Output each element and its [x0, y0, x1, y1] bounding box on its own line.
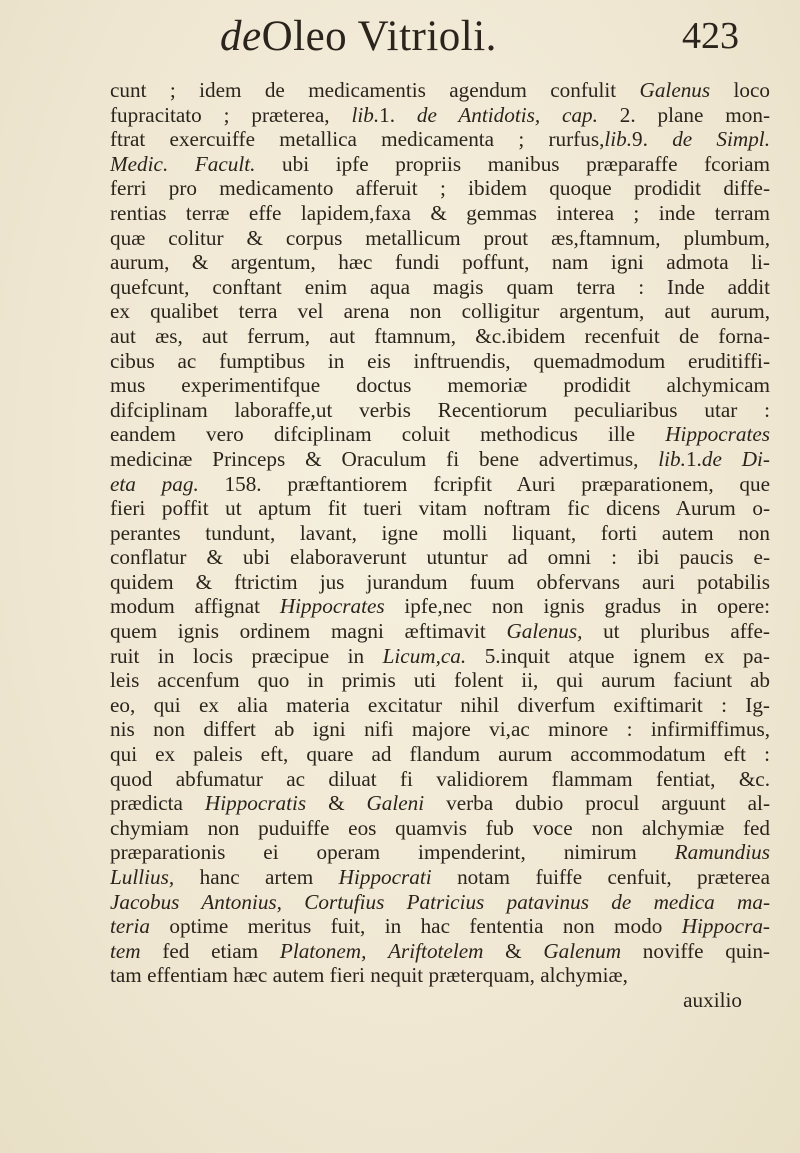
- text-segment: fed etiam: [140, 938, 280, 963]
- text-segment: medicinæ Princeps & Oraculum fi bene advertimus,: [110, 446, 659, 471]
- italic-text-segment: cap.: [562, 102, 598, 127]
- text-line: [110, 914, 770, 939]
- text-segment: leis accenfum quo in primis uti folent ii, qui aurum faciunt ab: [110, 668, 770, 693]
- text-line: [110, 521, 770, 546]
- text-line: [110, 103, 770, 128]
- text-segment: chymiam non puduiffe eos quamvis fub voce non alchymiæ fed: [110, 815, 770, 840]
- italic-text-segment: tem: [110, 938, 141, 963]
- italic-text-segment: Ariftotelem: [388, 938, 484, 963]
- text-line: [110, 127, 770, 152]
- running-title-de: de: [220, 13, 262, 60]
- text-segment: ubi ipfe propriis manibus præparaffe fcoriam: [255, 151, 770, 176]
- text-segment: fupracitato ; præterea,: [110, 102, 352, 127]
- text-line: [110, 176, 770, 201]
- text-segment: ferri pro medicamento afferuit ; ibidem quoque prodidit diffe-: [110, 176, 770, 201]
- italic-text-segment: Hippocra-: [681, 914, 770, 939]
- text-segment: fieri poffit ut aptum fit tueri vitam noftram fic dicens Aurum o-: [110, 496, 770, 521]
- body-text: [110, 78, 770, 1013]
- italic-text-segment: Galenum: [543, 938, 622, 963]
- text-segment: perantes tundunt, lavant, igne molli liquant, forti autem non: [110, 520, 770, 545]
- text-segment: 9.: [632, 127, 673, 152]
- text-segment: 1.: [379, 102, 417, 127]
- text-line: [110, 447, 770, 472]
- text-segment: ipfe,nec non ignis gradus in opere:: [384, 594, 770, 619]
- text-line: [110, 840, 770, 865]
- text-segment: hanc artem: [174, 865, 339, 889]
- page-number: 423: [682, 15, 739, 57]
- italic-text-segment: Jacobus Antonius, Cortufius Patricius patavinus de medica ma-: [110, 889, 770, 914]
- text-segment: rentias terræ effe lapidem,faxa & gemmas interea ; inde terram: [110, 200, 770, 225]
- text-segment: 158. præftantiorem fcripfit Auri præparationem, que: [198, 471, 770, 496]
- italic-text-segment: Licum,ca.: [382, 643, 467, 668]
- text-line: [110, 791, 770, 816]
- italic-text-segment: lib.: [658, 446, 686, 471]
- text-line: [110, 472, 770, 497]
- text-segment: 5.inquit atque ignem ex pa-: [466, 643, 770, 668]
- text-line: [110, 939, 770, 964]
- text-segment: 1.: [685, 446, 702, 471]
- text-segment: quem ignis ordinem magni æftimavit: [110, 619, 507, 644]
- text-line: [110, 644, 770, 669]
- text-line: [110, 693, 770, 718]
- italic-text-segment: Galenus,: [506, 619, 583, 644]
- text-segment: præparationis ei operam impenderint, nimirum: [110, 840, 675, 865]
- text-segment: eandem vero difciplinam coluit methodicus ille: [110, 422, 666, 447]
- text-line: [110, 250, 770, 275]
- text-segment: ruit in locis præcipue in: [110, 643, 383, 668]
- text-line: [110, 570, 770, 595]
- text-segment: loco: [710, 78, 770, 102]
- text-segment: nis non differt ab igni nifi majore vi,ac minore : infirmiffimus,: [110, 717, 770, 742]
- text-segment: aut æs, aut ferrum, aut ftamnum, &c.ibidem recenfuit de forna-: [110, 323, 770, 348]
- text-line: [110, 963, 770, 988]
- text-line: [110, 152, 770, 177]
- italic-text-segment: Platonem,: [279, 938, 367, 963]
- running-title-rest: Oleo Vitrioli.: [261, 13, 497, 60]
- text-segment: [540, 103, 562, 127]
- text-segment: ut pluribus affe-: [582, 619, 770, 644]
- italic-text-segment: lib.: [351, 102, 380, 127]
- text-line: [110, 545, 770, 570]
- text-line: [110, 816, 770, 841]
- italic-text-segment: Galenus: [639, 78, 711, 102]
- text-segment: ftrat exercuiffe metallica medicamenta ; rurfus,: [110, 127, 605, 152]
- text-line: [110, 201, 770, 226]
- text-segment: [366, 939, 388, 963]
- text-line: [110, 226, 770, 251]
- text-segment: quæ colitur & corpus metallicum prout æs,ftamnum, plumbum,: [110, 225, 770, 250]
- page-header: [0, 12, 800, 72]
- text-line: [110, 668, 770, 693]
- text-segment: 2. plane mon-: [597, 102, 770, 127]
- italic-text-segment: Hippocrates: [665, 422, 770, 447]
- text-segment: &: [306, 791, 367, 816]
- italic-text-segment: Hippocratis: [204, 791, 307, 816]
- text-segment: quod abfumatur ac diluat fi validiorem flammam fentiat, &c.: [110, 766, 770, 791]
- text-line: [110, 422, 770, 447]
- text-segment: difciplinam laboraffe,ut verbis Recentiorum peculiaribus utar :: [110, 397, 770, 422]
- text-segment: &: [483, 938, 544, 963]
- text-line: [110, 767, 770, 792]
- text-line: [110, 619, 770, 644]
- italic-text-segment: teria: [110, 914, 151, 939]
- italic-text-segment: Hippocrati: [338, 865, 432, 889]
- text-line: [110, 594, 770, 619]
- text-segment: ex qualibet terra vel arena non colligitur argentum, aut aurum,: [110, 299, 770, 324]
- text-line: [110, 349, 770, 374]
- text-segment: qui ex paleis eft, quare ad flandum aurum accommodatum eft :: [110, 742, 770, 767]
- text-line: [110, 373, 770, 398]
- catchword: auxilio: [683, 987, 742, 1012]
- text-segment: cibus ac fumptibus in eis inftruendis, quemadmodum eruditiffi-: [110, 348, 770, 373]
- text-segment: quefcunt, conftant enim aqua magis quam terra : Inde addit: [110, 274, 770, 299]
- text-line: [110, 890, 770, 915]
- text-segment: noviffe quin-: [621, 938, 770, 963]
- text-segment: aurum, & argentum, hæc fundi poffunt, nam igni admota li-: [110, 250, 770, 275]
- text-line: [110, 496, 770, 521]
- italic-text-segment: de Simpl.: [672, 127, 770, 152]
- text-line: [110, 299, 770, 324]
- italic-text-segment: eta pag.: [110, 471, 199, 496]
- italic-text-segment: Lullius,: [110, 865, 175, 889]
- text-segment: verba dubio procul arguunt al-: [424, 791, 770, 816]
- italic-text-segment: lib.: [604, 127, 633, 152]
- text-segment: eo, qui ex alia materia excitatur nihil diverfum exiftimarit : Ig-: [110, 692, 770, 717]
- text-line: [110, 717, 770, 742]
- text-segment: prædicta: [110, 791, 205, 816]
- italic-text-segment: de Antidotis,: [416, 102, 541, 127]
- text-line: [110, 78, 770, 103]
- running-title: [220, 12, 497, 61]
- text-segment: cunt ; idem de medicamentis agendum confulit: [110, 78, 640, 102]
- text-line: [110, 742, 770, 767]
- text-line: [110, 398, 770, 423]
- text-line: [110, 865, 770, 890]
- text-segment: quidem & ftrictim jus jurandum fuum obfervans auri potabilis: [110, 569, 770, 594]
- text-segment: conflatur & ubi elaboraverunt utuntur ad omni : ibi paucis e-: [110, 545, 770, 570]
- italic-text-segment: Ramundius: [674, 840, 770, 865]
- text-segment: modum affignat: [110, 594, 280, 619]
- text-segment: notam fuiffe cenfuit, præterea: [431, 865, 770, 889]
- text-segment: optime meritus fuit, in hac fententia non modo: [150, 914, 682, 939]
- italic-text-segment: Hippocrates: [279, 594, 385, 619]
- italic-text-segment: Galeni: [366, 791, 425, 816]
- text-line: [110, 324, 770, 349]
- text-segment: tam effentiam hæc autem fieri nequit præterquam, alchymiæ,: [110, 963, 628, 988]
- text-line: [110, 275, 770, 300]
- text-segment: mus experimentifque doctus memoriæ prodidit alchymicam: [110, 373, 770, 398]
- italic-text-segment: de Di-: [701, 446, 770, 471]
- italic-text-segment: Medic. Facult.: [110, 151, 256, 176]
